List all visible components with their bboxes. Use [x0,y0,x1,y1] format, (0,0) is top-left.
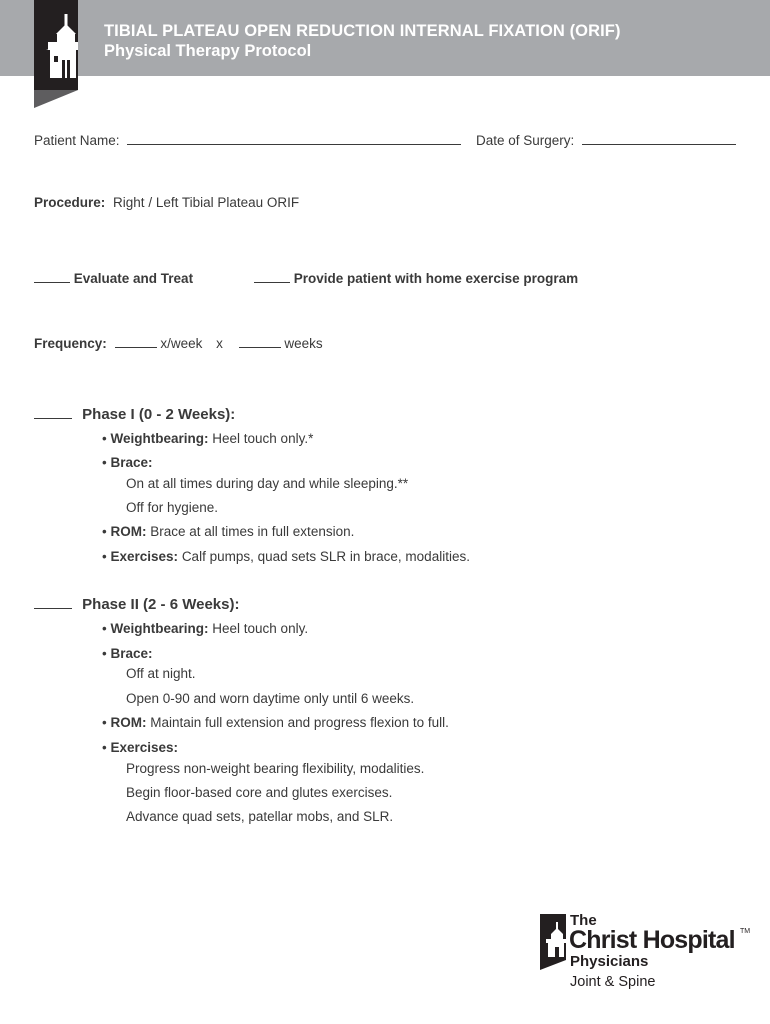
brand-department: Joint & Spine [570,974,656,990]
phase2-checkbox[interactable] [34,595,72,609]
phase2-rom-value: Maintain full extension and progress flexion to full. [150,715,449,730]
phase2-rom: • ROM: Maintain full extension and progress flexion to full. [102,715,449,730]
phase2-brace-line1: Off at night. [126,666,196,681]
patient-name-label: Patient Name: [34,133,120,148]
home-exercise-checkbox[interactable] [254,270,290,283]
phase2-ex-label: Exercises: [110,740,179,755]
times-label: x [216,336,223,351]
evaluate-treat-label: Evaluate and Treat [73,271,194,286]
phase2-brace-line2: Open 0-90 and worn daytime only until 6 weeks. [126,691,415,706]
phase1-rom-label: ROM: [110,524,147,539]
document-title: TIBIAL PLATEAU OPEN REDUCTION INTERNAL FIXATION (ORIF) [104,22,621,40]
frequency-label: Frequency: [34,336,107,351]
procedure-value: Right / Left Tibial Plateau ORIF [113,195,300,210]
phase2-wb-value: Heel touch only. [212,621,309,636]
phase1-brace-line2: Off for hygiene. [126,500,219,515]
date-of-surgery-row [476,132,736,148]
home-exercise-label: Provide patient with home exercise program [293,271,579,286]
phase2-ex-line1: Progress non-weight bearing flexibility, modalities. [126,761,425,776]
frequency-row [34,335,323,351]
procedure-row [34,195,299,210]
weeks-field[interactable] [239,335,281,348]
times-per-week-field[interactable] [115,335,157,348]
phase1-wb-label: Weightbearing: [110,431,209,446]
brand-the: The [570,912,597,929]
phase2-brace: • Brace: [102,646,153,661]
brand-physicians: Physicians [570,953,649,970]
phase2-ex-line3: Advance quad sets, patellar mobs, and SLR. [126,809,394,824]
brand-name: Christ Hospital [569,926,735,954]
phase1-exercises: • Exercises: Calf pumps, quad sets SLR in brace, modalities. [102,549,470,564]
phase1-wb-value: Heel touch only.* [212,431,314,446]
document-subtitle: Physical Therapy Protocol [104,42,312,60]
home-exercise-row [254,270,578,286]
phase1-rom: • ROM: Brace at all times in full extension. [102,524,355,539]
hospital-building-icon [34,0,78,108]
phase1-weightbearing: • Weightbearing: Heel touch only.* [102,431,314,446]
phase2-ex-line2: Begin floor-based core and glutes exercises. [126,785,393,800]
date-of-surgery-label: Date of Surgery: [476,133,575,148]
date-of-surgery-field[interactable] [582,132,736,145]
brand-trademark: TM [740,928,751,935]
phase1-brace-label: Brace: [110,455,153,470]
weeks-label: weeks [284,336,323,351]
phase2-weightbearing: • Weightbearing: Heel touch only. [102,621,309,636]
evaluate-treat-row [34,270,193,286]
phase1-title: Phase I (0 - 2 Weeks): [82,406,236,423]
per-week-label: x/week [160,336,203,351]
phase1-rom-value: Brace at all times in full extension. [150,524,355,539]
procedure-label: Procedure: [34,195,106,210]
phase2-brace-label: Brace: [110,646,153,661]
phase2-rom-label: ROM: [110,715,147,730]
phase2-title: Phase II (2 - 6 Weeks): [82,596,240,613]
phase1-brace-line1: On at all times during day and while sleeping.** [126,476,409,491]
phase2-wb-label: Weightbearing: [110,621,209,636]
phase1-heading [34,405,235,423]
phase1-ex-value: Calf pumps, quad sets SLR in brace, modalities. [181,549,470,564]
phase2-heading [34,595,239,613]
hospital-logo-icon [540,914,566,970]
phase1-ex-label: Exercises: [110,549,179,564]
patient-name-field[interactable] [127,132,461,145]
phase1-brace: • Brace: [102,455,153,470]
phase1-checkbox[interactable] [34,405,72,419]
phase2-exercises: • Exercises: [102,740,179,755]
patient-name-row [34,132,461,148]
evaluate-treat-checkbox[interactable] [34,270,70,283]
